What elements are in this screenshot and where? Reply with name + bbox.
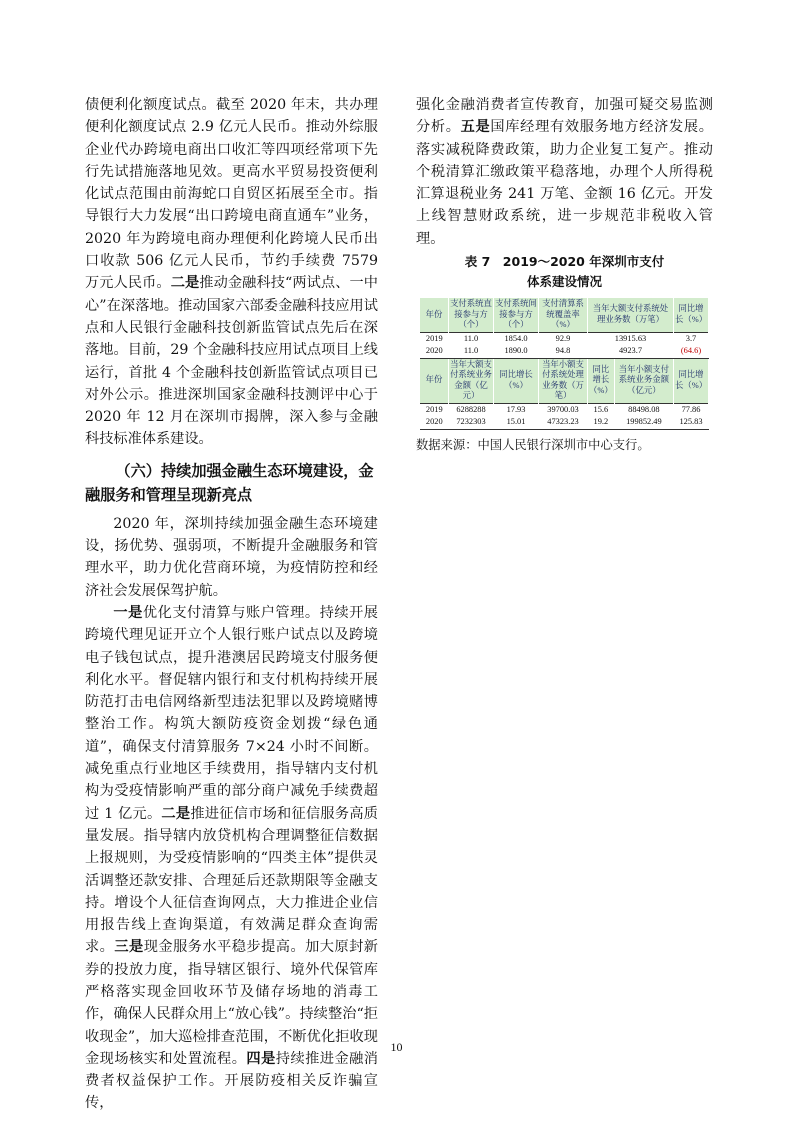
right-column	[416, 94, 713, 454]
left-column	[85, 94, 378, 1115]
table-row: 2020 7232303 15.01 47323.23 19.2 199852.49 125.83	[420, 416, 709, 429]
payment-system-table	[420, 298, 709, 430]
data-source-note: 数据来源：中国人民银行深圳市中心支行。	[416, 437, 650, 452]
table-row: 2019 6288288 17.93 39700.03 15.6 88498.08 77.86	[420, 403, 709, 416]
negative-value: (64.6)	[674, 345, 709, 358]
table-header-row: 年份 支付系统直接参与方（个） 支付系统间接参与方（个） 支付清算系统覆盖率（%） 当年大额支付系统处理业务数（万笔） 同比增长（%）	[420, 298, 709, 332]
paragraph: 一是优化支付清算与账户管理。持续开展跨境代理见证开立个人银行账户试点以及跨境电子钱包试点，提升港澳居民跨境支付服务便利化水平。督促辖内银行和支付机构持续开展防范打击电信网络新型违法犯罪以及跨境赌博整治工作。构筑大额防疫资金划拨“绿色通道”，确保支付清算服务 7×24 小时不间断。减免重点行业地区手续费用，指导辖内支付机构为受疫情影响严重的部分商户减免手续费超过 1 亿元。二是推进征信市场和征信服务高质量发展。指导辖内放贷机构合理调整征信数据上报规则，为受疫情影响的“四类主体”提供灵活调整还款安排、合理延后还款期限等金融支持。增设个人征信查询网点，大力推进企业信用报告线上查询渠道，有效满足群众查询需求。三是现金服务水平稳步提高。加大原封新券的投放力度，指导辖区银行、境外代保管库严格落实现金回收环节及储存场地的消毒工作，确保人民群众用上“放心钱”。持续整治“拒收现金”，加大巡检排查范围，不断优化拒收现金现场核实和处置流程。四是持续推进金融消费者权益保护工作。开展防疫相关反诈骗宣传，	[85, 604, 378, 1112]
page-number: 10	[390, 1040, 403, 1054]
section-heading: （六）持续加强金融生态环境建设，金融服务和管理呈现新亮点	[85, 461, 374, 504]
table-row: 2019 11.0 1854.0 92.9 13915.63 3.7	[420, 332, 709, 345]
paragraph: 强化金融消费者宣传教育，加强可疑交易监测分析。五是国库经理有效服务地方经济发展。落实减税降费政策，助力企业复工复产。推动个税清算汇缴政策平稳落地，办理个人所得税汇算退税业务 241 万笔、金额 16 亿元。开发上线智慧财政系统，进一步规范非税收入管理。	[416, 97, 713, 247]
table-caption: 表 7 2019～2020 年深圳市支付 体系建设情况	[464, 254, 665, 290]
paragraph: 债便利化额度试点。截至 2020 年末，共办理便利化额度试点 2.9 亿元人民币。推动外综服企业代办跨境电商出口收汇等四项经常项下先行先试措施落地见效。更高水平贸易投资便利化试点范围由前海蛇口自贸区拓展至全市。指导银行大力发展“出口跨境电商直通车”业务，2020 年为跨境电商办理便利化跨境人民币出口收款 506 亿元人民币，节约手续费 7579 万元人民币。二是推动金融科技“两试点、一中心”在深落地。推动国家六部委金融科技应用试点和人民银行金融科技创新监管试点先后在深落地。目前，29 个金融科技应用试点项目上线运行，首批 4 个金融科技创新监管试点项目已对外公示。推进深圳国家金融科技测评中心于 2020 年 12 月在深圳市揭牌，深入参与金融科技标准体系建设。	[85, 97, 378, 448]
table-header-row: 年份 当年大额支付系统业务金额（亿元） 同比增长（%） 当年小额支付系统处理业务数（万笔） 同比增长（%） 当年小额支付系统业务金额（亿元） 同比增长（%）	[420, 358, 709, 403]
paragraph: 2020 年，深圳持续加强金融生态环境建设，扬优势、强弱项，不断提升金融服务和管理水平，助力优化营商环境，为疫情防控和经济社会发展保驾护航。	[85, 515, 378, 599]
table-row: 2020 11.0 1890.0 94.8 4923.7 (64.6)	[420, 345, 709, 358]
